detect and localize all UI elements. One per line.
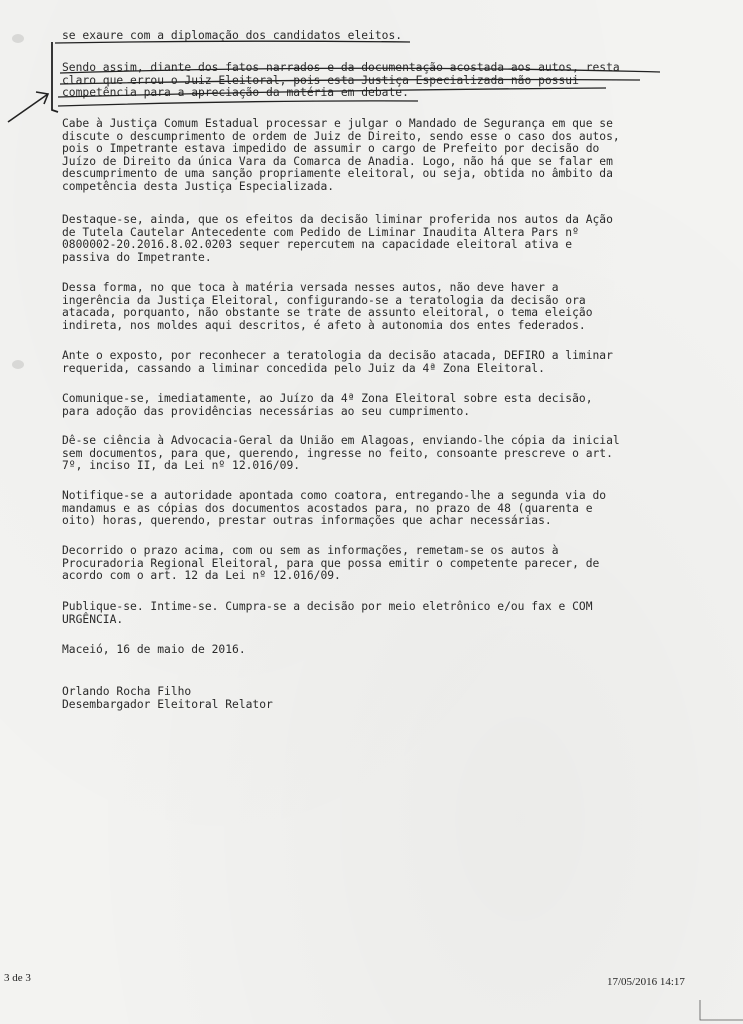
underline-mark [60, 68, 660, 73]
bracket-mark [52, 42, 58, 112]
underline-mark [55, 41, 410, 43]
underline-mark [58, 101, 418, 106]
paragraph-destaque: Destaque-se, ainda, que os efeitos da decisão liminar proferida nos autos da Ação de Tutela Cautelar Antecedente com Pedido de Liminar Inaudita Altera Pars nº 0800002-20.2016.8.02.0203 sequer repercutem na capacidade eleitoral ativa e passiva do Impetrante. [62, 213, 613, 264]
paragraph-justica-comum: Cabe à Justiça Comum Estadual processar e julgar o Mandado de Segurança em que se discute o descumprimento de ordem de Juiz de Direito, sendo esse o caso dos autos, pois o Impetrante estava impedido de assumir o cargo de Prefeito por decisão do Juízo de Direito da única Vara da Comarca de Anadia. Logo, não há que se falar em descumprimento de uma sanção propriamente eleitoral, ou seja, obtida no âmbito da competência desta Justiça Especializada. [62, 117, 620, 193]
arrow-icon [8, 94, 48, 122]
paragraph-publique-se: Publique-se. Intime-se. Cumpra-se a decisão por meio eletrônico e/ou fax e COM URGÊNCIA. [62, 600, 593, 626]
paragraph-ante-o-exposto: Ante o exposto, por reconhecer a teratologia da decisão atacada, DEFIRO a liminar requerida, cassando a liminar concedida pelo Juiz da 4ª Zona Eleitoral. [62, 349, 613, 375]
date-line: Maceió, 16 de maio de 2016. [62, 643, 246, 656]
fax-timestamp: 17/05/2016 14:17 [607, 976, 685, 988]
page-number: 3 de 3 [4, 972, 31, 984]
paragraph-intro-fragment: se exaure com a diplomação dos candidatos eleitos. [62, 29, 403, 42]
paragraph-decorrido: Decorrido o prazo acima, com ou sem as informações, remetam-se os autos à Procuradoria Regional Eleitoral, para que possa emitir o competente parecer, de acordo com o art. 12 da Lei nº 12.016/09. [62, 544, 600, 583]
signature-block: Orlando Rocha Filho Desembargador Eleitoral Relator [62, 685, 273, 711]
paragraph-comunique-se: Comunique-se, imediatamente, ao Juízo da 4ª Zona Eleitoral sobre esta decisão, para adoção das providências necessárias ao seu cumprimento. [62, 392, 593, 418]
paragraph-conclusion-highlighted: Sendo assim, diante dos fatos narrados e da documentação acostada aos autos, resta claro que errou o Juiz Eleitoral, pois esta Justiça Especializada não possui competência para a apreciação da matéria em debate. [62, 61, 620, 100]
paragraph-de-se-ciencia: Dê-se ciência à Advocacia-Geral da União em Alagoas, enviando-lhe cópia da inicial sem documentos, para que, querendo, ingresse no feito, consoante prescreve o art. 7º, inciso II, da Lei nº 12.016/09. [62, 434, 620, 473]
paragraph-notifique-se: Notifique-se a autoridade apontada como coatora, entregando-lhe a segunda via do mandamus e as cópias dos documentos acostados para, no prazo de 48 (quarenta e oito) horas, querendo, prestar outras informações que achar necessárias. [62, 489, 607, 528]
underline-mark [58, 88, 606, 97]
paragraph-dessa-forma: Dessa forma, no que toca à matéria versada nesses autos, não deve haver a ingerência da Justiça Eleitoral, configurando-se a teratologia da decisão ora atacada, porquanto, não obstante se trate de assunto eleitoral, o tema eleição indireta, nos moldes aqui descritos, é afeto à autonomia dos entes federados. [62, 281, 593, 332]
underline-mark [60, 80, 640, 85]
